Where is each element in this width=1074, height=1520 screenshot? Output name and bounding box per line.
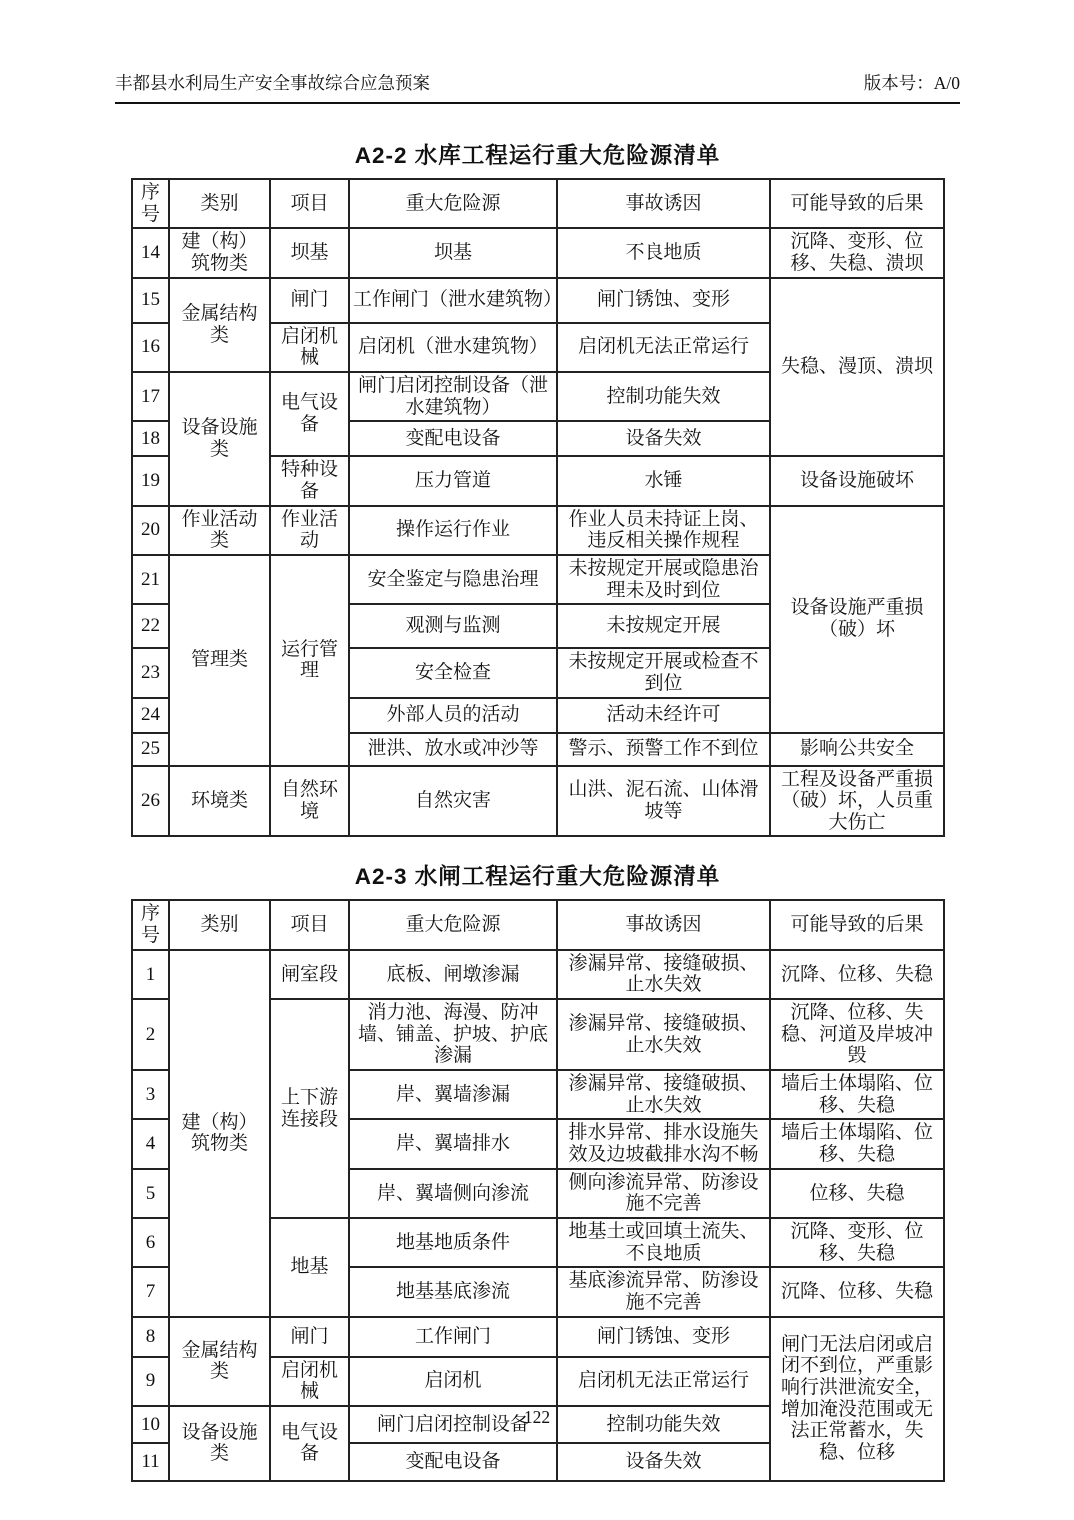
cell-no: 24 [132,698,169,733]
header-version-text: 版本号：A/0 [863,73,960,93]
cell-item: 上下游连接段 [270,999,349,1218]
cell-hazard: 外部人员的活动 [349,698,557,733]
cell-no: 10 [132,1406,169,1443]
col-header-cause: 事故诱因 [557,179,770,228]
cell-consequence: 设备设施严重损（破）坏 [770,506,944,733]
cell-hazard: 地基地质条件 [349,1218,557,1267]
cell-no: 2 [132,999,169,1070]
cell-no: 22 [132,604,169,648]
col-header-category: 类别 [169,179,270,228]
cell-consequence: 失稳、漫顶、溃坝 [770,278,944,457]
cell-cause: 未按规定开展或隐患治理未及时到位 [557,555,770,604]
cell-hazard: 启闭机 [349,1357,557,1406]
cell-hazard: 启闭机（泄水建筑物） [349,323,557,372]
col-header-hazard: 重大危险源 [349,900,557,949]
table-a2-2 [131,178,945,837]
cell-hazard: 泄洪、放水或冲沙等 [349,733,557,766]
cell-item: 电气设备 [270,372,349,456]
cell-hazard: 安全鉴定与隐患治理 [349,555,557,604]
cell-hazard: 压力管道 [349,456,557,505]
cell-consequence: 沉降、变形、位移、失稳、溃坝 [770,228,944,277]
cell-cause: 警示、预警工作不到位 [557,733,770,766]
table-row [132,766,944,837]
cell-no: 23 [132,648,169,697]
cell-consequence: 墙后土体塌陷、位移、失稳 [770,1070,944,1119]
cell-cause: 渗漏异常、接缝破损、止水失效 [557,950,770,999]
cell-hazard: 地基基底渗流 [349,1267,557,1316]
table-row [132,278,944,323]
table2-title: A2-3 水闸工程运行重大危险源清单 [354,864,721,890]
cell-category: 作业活动类 [169,506,270,555]
cell-cause: 未按规定开展或检查不到位 [557,648,770,697]
cell-no: 20 [132,506,169,555]
cell-item: 启闭机械 [270,1357,349,1406]
cell-no: 16 [132,323,169,372]
cell-cause: 作业人员未持证上岗、违反相关操作规程 [557,506,770,555]
cell-hazard: 工作闸门 [349,1317,557,1357]
cell-no: 26 [132,766,169,837]
cell-hazard: 岸、翼墙侧向渗流 [349,1169,557,1218]
cell-item: 地基 [270,1218,349,1317]
cell-no: 18 [132,421,169,456]
cell-hazard: 闸门启闭控制设备 [349,1406,557,1443]
cell-cause: 设备失效 [557,1443,770,1481]
document-header [115,70,960,104]
cell-no: 17 [132,372,169,421]
cell-cause: 侧向渗流异常、防渗设施不完善 [557,1169,770,1218]
cell-hazard: 自然灾害 [349,766,557,837]
cell-consequence: 沉降、位移、失稳 [770,1267,944,1316]
cell-cause: 活动未经许可 [557,698,770,733]
table2-header-row [132,900,944,949]
cell-cause: 渗漏异常、接缝破损、止水失效 [557,1070,770,1119]
cell-consequence: 墙后土体塌陷、位移、失稳 [770,1119,944,1168]
cell-cause: 设备失效 [557,421,770,456]
cell-cause: 启闭机无法正常运行 [557,323,770,372]
cell-no: 1 [132,950,169,999]
cell-category: 设备设施类 [169,1406,270,1481]
cell-hazard: 底板、闸墩渗漏 [349,950,557,999]
cell-no: 14 [132,228,169,277]
cell-cause: 不良地质 [557,228,770,277]
cell-no: 19 [132,456,169,505]
col-header-category: 类别 [169,900,270,949]
cell-cause: 基底渗流异常、防渗设施不完善 [557,1267,770,1316]
col-header-consequence: 可能导致的后果 [770,179,944,228]
cell-cause: 渗漏异常、接缝破损、止水失效 [557,999,770,1070]
col-header-no: 序号 [132,179,169,228]
col-header-cause: 事故诱因 [557,900,770,949]
header-left-text: 丰都县水利局生产安全事故综合应急预案 [115,73,430,93]
cell-consequence: 沉降、变形、位移、失稳 [770,1218,944,1267]
cell-item: 运行管理 [270,555,349,766]
cell-category: 金属结构类 [169,278,270,372]
col-header-no: 序号 [132,900,169,949]
cell-consequence: 影响公共安全 [770,733,944,766]
cell-no: 15 [132,278,169,323]
cell-hazard: 坝基 [349,228,557,277]
cell-no: 11 [132,1443,169,1481]
cell-no: 9 [132,1357,169,1406]
cell-item: 闸门 [270,1317,349,1357]
table-row [132,228,944,277]
cell-no: 4 [132,1119,169,1168]
cell-item: 电气设备 [270,1406,349,1481]
cell-cause: 控制功能失效 [557,1406,770,1443]
col-header-consequence: 可能导致的后果 [770,900,944,949]
table1-header-row [132,179,944,228]
cell-category: 建（构）筑物类 [169,228,270,277]
cell-category: 管理类 [169,555,270,766]
cell-cause: 控制功能失效 [557,372,770,421]
cell-item: 作业活动 [270,506,349,555]
col-header-hazard: 重大危险源 [349,179,557,228]
cell-category: 建（构）筑物类 [169,950,270,1317]
cell-consequence: 闸门无法启闭或启闭不到位，严重影响行洪泄流安全，增加淹没范围或无法正常蓄水，失稳、位移 [770,1317,944,1481]
cell-hazard: 观测与监测 [349,604,557,648]
cell-consequence: 沉降、位移、失稳、河道及岸坡冲毁 [770,999,944,1070]
cell-item: 启闭机械 [270,323,349,372]
page-number: 122 [523,1407,551,1427]
col-header-item: 项目 [270,900,349,949]
cell-hazard: 变配电设备 [349,1443,557,1481]
cell-item: 坝基 [270,228,349,277]
table1-title: A2-2 水库工程运行重大危险源清单 [354,143,721,168]
cell-cause: 水锤 [557,456,770,505]
cell-category: 环境类 [169,766,270,837]
cell-cause: 未按规定开展 [557,604,770,648]
cell-hazard: 工作闸门（泄水建筑物） [349,278,557,323]
cell-cause: 闸门锈蚀、变形 [557,1317,770,1357]
cell-hazard: 变配电设备 [349,421,557,456]
cell-cause: 山洪、泥石流、山体滑坡等 [557,766,770,837]
cell-cause: 闸门锈蚀、变形 [557,278,770,323]
table-row [132,1317,944,1357]
cell-no: 8 [132,1317,169,1357]
cell-consequence: 位移、失稳 [770,1169,944,1218]
cell-item: 闸门 [270,278,349,323]
cell-item: 自然环境 [270,766,349,837]
cell-cause: 地基土或回填土流失、不良地质 [557,1218,770,1267]
cell-consequence: 工程及设备严重损（破）坏，人员重大伤亡 [770,766,944,837]
cell-no: 6 [132,1218,169,1267]
cell-hazard: 闸门启闭控制设备（泄水建筑物） [349,372,557,421]
cell-no: 21 [132,555,169,604]
cell-hazard: 岸、翼墙排水 [349,1119,557,1168]
cell-no: 25 [132,733,169,766]
cell-consequence: 沉降、位移、失稳 [770,950,944,999]
page-footer [0,1407,1074,1428]
cell-hazard: 安全检查 [349,648,557,697]
cell-consequence: 设备设施破坏 [770,456,944,505]
cell-cause: 启闭机无法正常运行 [557,1357,770,1406]
table-row [132,950,944,999]
cell-no: 7 [132,1267,169,1316]
cell-hazard: 消力池、海漫、防冲墙、铺盖、护坡、护底渗漏 [349,999,557,1070]
cell-category: 金属结构类 [169,1317,270,1406]
cell-cause: 排水异常、排水设施失效及边坡截排水沟不畅 [557,1119,770,1168]
cell-item: 闸室段 [270,950,349,999]
table-a2-3 [131,899,945,1481]
cell-no: 5 [132,1169,169,1218]
col-header-item: 项目 [270,179,349,228]
table-row [132,506,944,555]
cell-no: 3 [132,1070,169,1119]
cell-category: 设备设施类 [169,372,270,506]
cell-item: 特种设备 [270,456,349,505]
cell-hazard: 操作运行作业 [349,506,557,555]
cell-hazard: 岸、翼墙渗漏 [349,1070,557,1119]
